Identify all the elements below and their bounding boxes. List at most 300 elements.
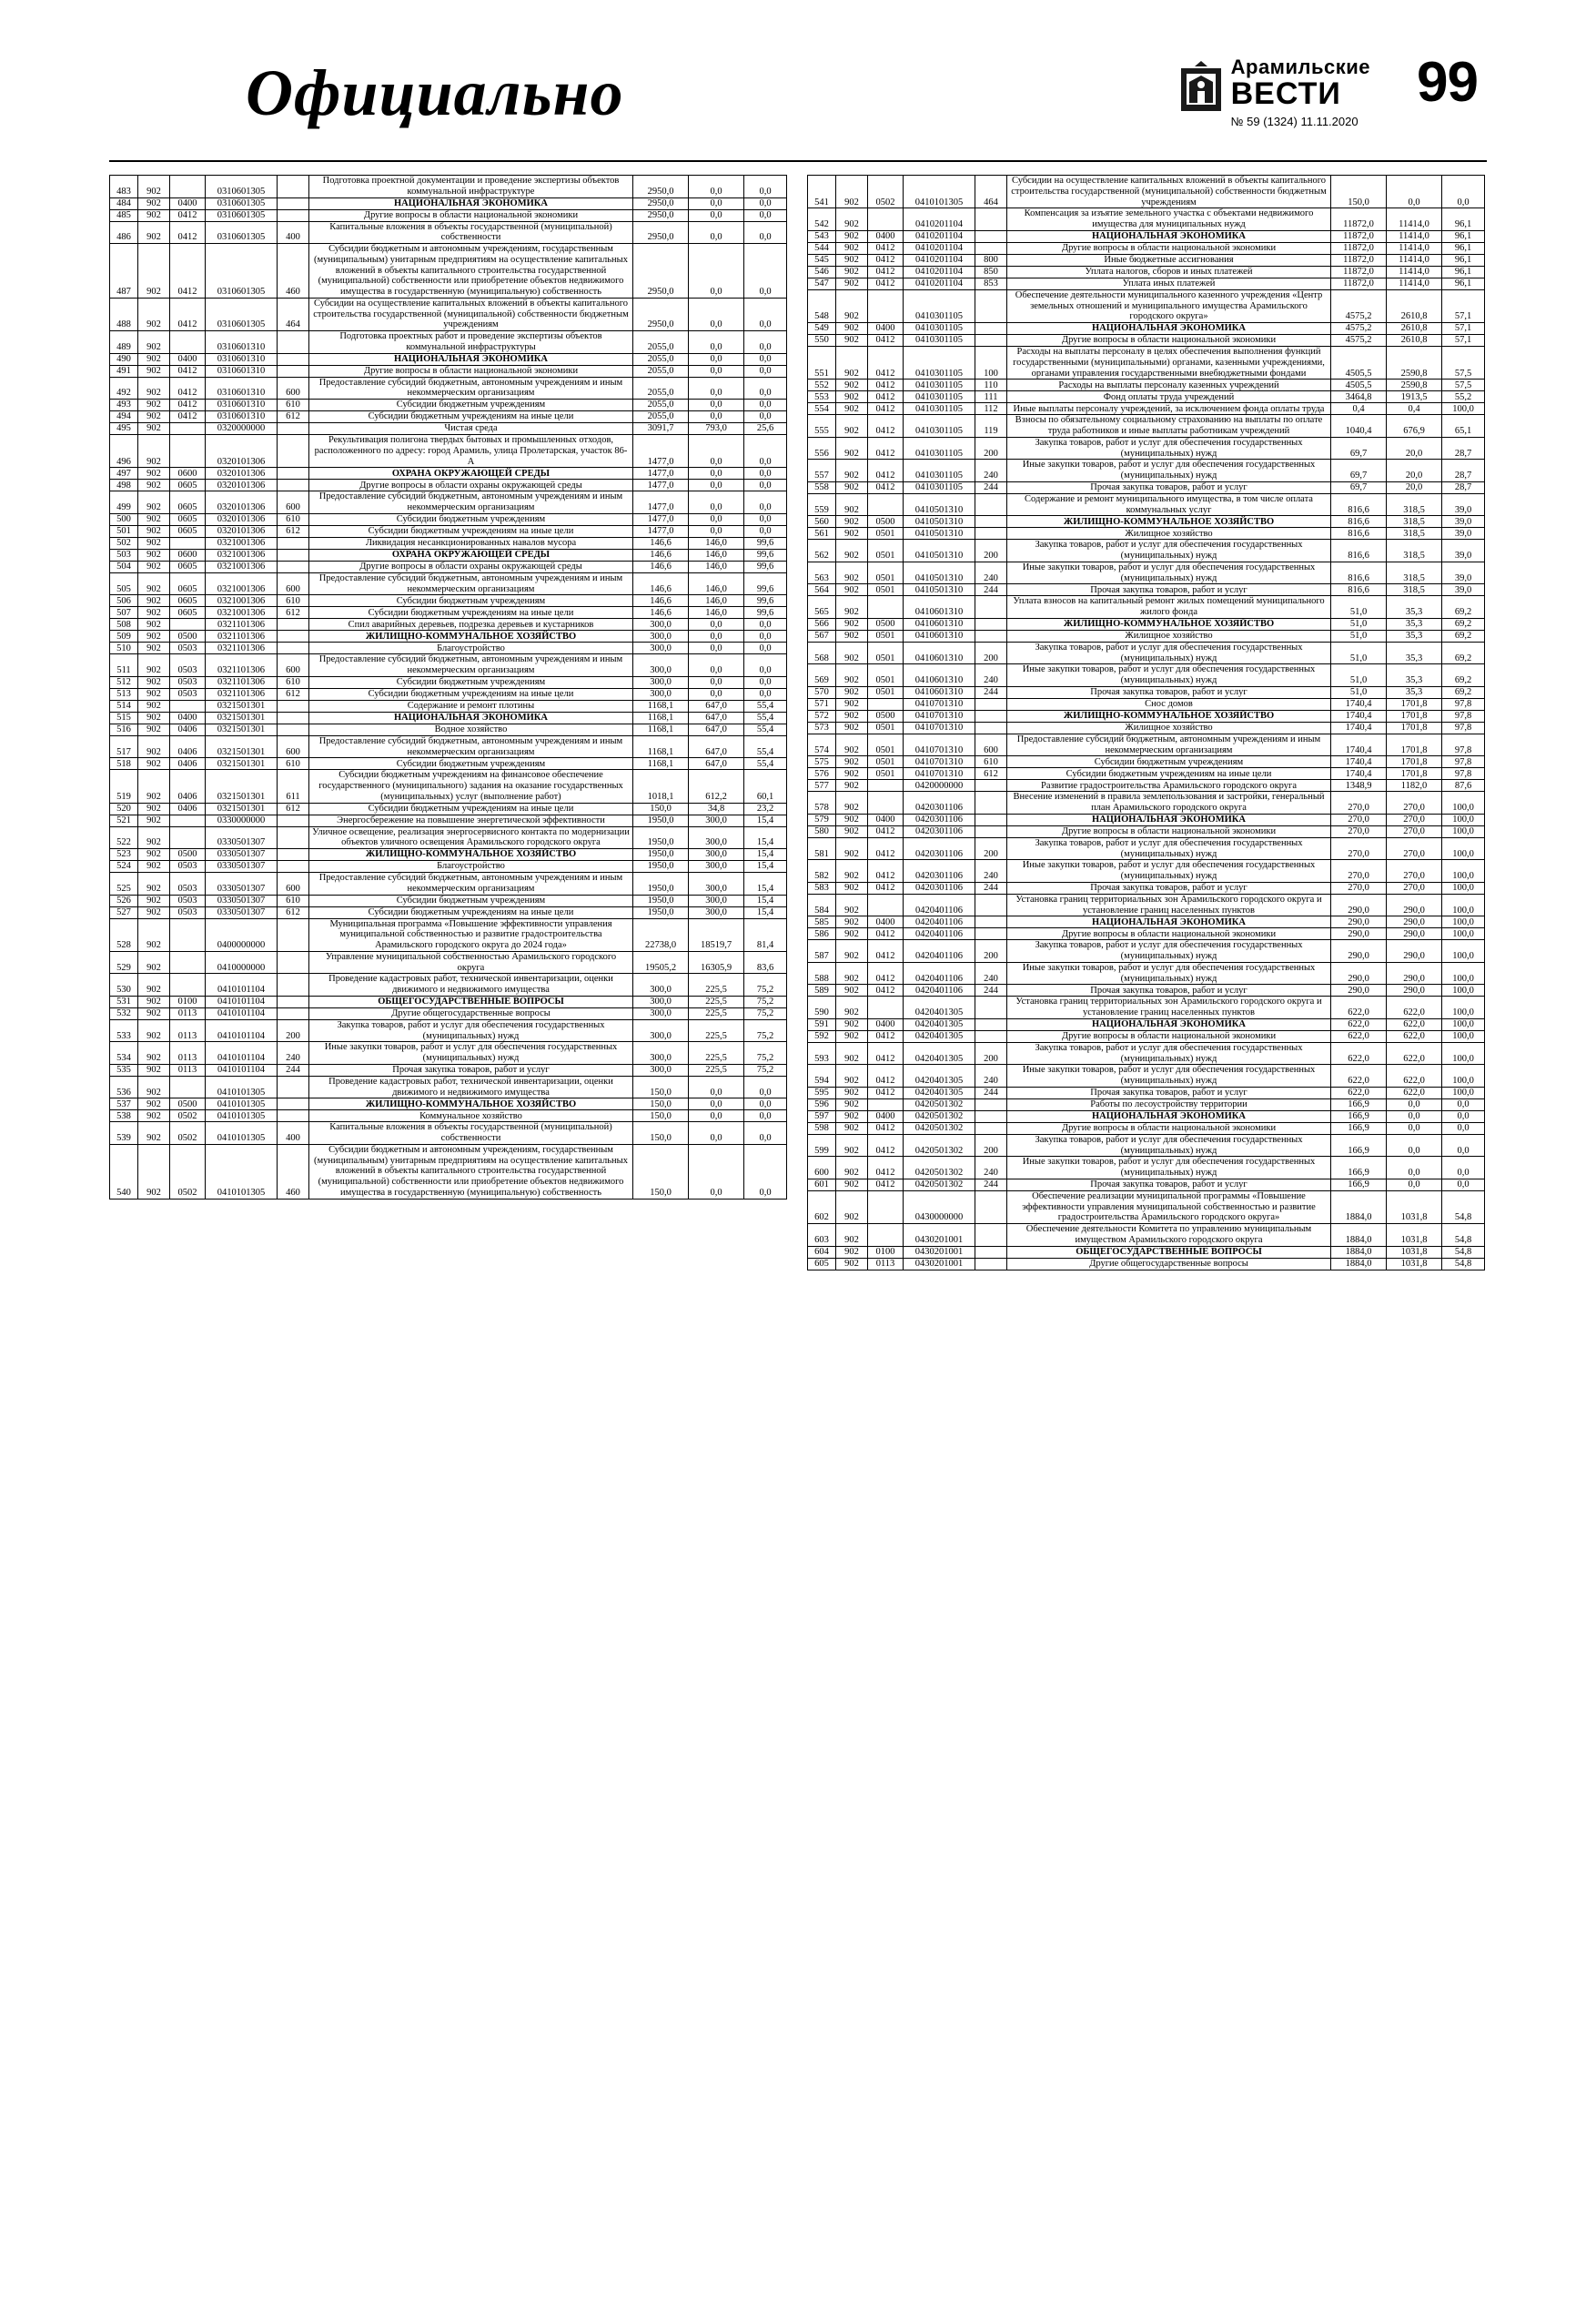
percent-executed: 39,0 <box>1442 516 1485 528</box>
razdel-code: 0412 <box>170 298 206 330</box>
razdel-code: 0113 <box>170 1019 206 1042</box>
target-article-code: 0410601310 <box>904 596 975 619</box>
target-article-code: 0321101306 <box>206 688 278 700</box>
row-number: 492 <box>110 377 138 400</box>
row-number: 590 <box>808 997 836 1019</box>
table-row <box>808 1110 1485 1122</box>
fact-amount: 2610,8 <box>1387 335 1442 347</box>
item-name: ЖИЛИЩНО-КОММУНАЛЬНОЕ ХОЗЯЙСТВО <box>1007 618 1331 630</box>
plan-amount: 270,0 <box>1331 814 1387 825</box>
razdel-code <box>170 700 206 712</box>
fact-amount: 16305,9 <box>689 951 744 974</box>
vedomstvo-code: 902 <box>836 722 868 734</box>
razdel-code: 0113 <box>170 1064 206 1076</box>
row-number: 576 <box>808 768 836 780</box>
target-article-code: 0420301106 <box>904 825 975 837</box>
expense-type-code <box>975 916 1007 928</box>
row-number: 602 <box>808 1190 836 1223</box>
vedomstvo-code: 902 <box>138 735 170 758</box>
target-article-code: 0410101104 <box>206 974 278 997</box>
row-number: 577 <box>808 780 836 792</box>
percent-executed: 69,2 <box>1442 596 1485 619</box>
percent-executed: 75,2 <box>744 1007 787 1019</box>
percent-executed: 97,8 <box>1442 722 1485 734</box>
razdel-code: 0501 <box>868 722 904 734</box>
plan-amount: 51,0 <box>1331 664 1387 687</box>
plan-amount: 270,0 <box>1331 882 1387 894</box>
row-number: 562 <box>808 540 836 562</box>
percent-executed: 69,2 <box>1442 618 1485 630</box>
expense-type-code <box>975 894 1007 916</box>
percent-executed: 100,0 <box>1442 940 1485 963</box>
item-name: Другие общегосударственные вопросы <box>309 1007 633 1019</box>
row-number: 593 <box>808 1042 836 1065</box>
fact-amount: 300,0 <box>689 895 744 906</box>
item-name: НАЦИОНАЛЬНАЯ ЭКОНОМИКА <box>1007 1018 1331 1030</box>
razdel-code: 0113 <box>170 1007 206 1019</box>
fact-amount: 1031,8 <box>1387 1258 1442 1270</box>
plan-amount: 622,0 <box>1331 997 1387 1019</box>
row-number: 518 <box>110 758 138 770</box>
razdel-code: 0412 <box>868 1179 904 1190</box>
razdel-code: 0605 <box>170 607 206 619</box>
target-article-code: 0420301106 <box>904 882 975 894</box>
razdel-code <box>170 537 206 549</box>
razdel-code: 0605 <box>170 491 206 514</box>
target-article-code: 0420401305 <box>904 1042 975 1065</box>
razdel-code <box>868 1190 904 1223</box>
row-number: 550 <box>808 335 836 347</box>
plan-amount: 69,7 <box>1331 437 1387 460</box>
target-article-code: 0410501310 <box>904 584 975 596</box>
expense-type-code: 200 <box>278 1019 309 1042</box>
crest-icon <box>1180 61 1222 112</box>
row-number: 503 <box>110 549 138 561</box>
percent-executed: 0,0 <box>744 435 787 468</box>
table-row <box>808 860 1485 883</box>
fact-amount: 0,0 <box>689 491 744 514</box>
row-number: 553 <box>808 391 836 403</box>
expense-type-code <box>278 365 309 377</box>
razdel-code: 0412 <box>868 837 904 860</box>
item-name: Работы по лесоустройству территории <box>1007 1098 1331 1110</box>
row-number: 504 <box>110 561 138 572</box>
expense-type-code <box>278 1098 309 1110</box>
item-name: Взносы по обязательному социальному страхованию на выплаты по оплате труда работников и иные выплаты работникам учреждений <box>1007 415 1331 438</box>
vedomstvo-code: 902 <box>138 688 170 700</box>
vedomstvo-code: 902 <box>138 468 170 480</box>
plan-amount: 2950,0 <box>633 221 689 244</box>
row-number: 567 <box>808 630 836 642</box>
razdel-code: 0412 <box>868 266 904 278</box>
plan-amount: 300,0 <box>633 974 689 997</box>
table-row <box>110 906 787 918</box>
plan-amount: 300,0 <box>633 654 689 677</box>
table-row <box>808 516 1485 528</box>
row-number: 585 <box>808 916 836 928</box>
item-name: Прочая закупка товаров, работ и услуг <box>1007 1179 1331 1190</box>
expense-type-code: 244 <box>975 1179 1007 1190</box>
plan-amount: 1950,0 <box>633 815 689 826</box>
plan-amount: 150,0 <box>633 1098 689 1110</box>
percent-executed: 100,0 <box>1442 1065 1485 1088</box>
plan-amount: 11872,0 <box>1331 254 1387 266</box>
vedomstvo-code: 902 <box>836 1110 868 1122</box>
item-name: Субсидии бюджетным учреждениям <box>309 676 633 688</box>
item-name: Субсидии бюджетным учреждениям на иные цели <box>309 688 633 700</box>
fact-amount: 1701,8 <box>1387 734 1442 756</box>
target-article-code: 0321501301 <box>206 770 278 803</box>
percent-executed: 25,6 <box>744 423 787 435</box>
plan-amount: 622,0 <box>1331 1042 1387 1065</box>
target-article-code: 0420401106 <box>904 928 975 940</box>
percent-executed: 100,0 <box>1442 814 1485 825</box>
fact-amount: 2590,8 <box>1387 380 1442 391</box>
expense-type-code: 200 <box>975 540 1007 562</box>
target-article-code: 0410701310 <box>904 756 975 768</box>
row-number: 499 <box>110 491 138 514</box>
razdel-code: 0412 <box>868 335 904 347</box>
plan-amount: 22738,0 <box>633 918 689 951</box>
target-article-code: 0410501310 <box>904 493 975 516</box>
row-number: 605 <box>808 1258 836 1270</box>
row-number: 558 <box>808 481 836 493</box>
fact-amount: 0,0 <box>689 631 744 643</box>
percent-executed: 0,0 <box>1442 1110 1485 1122</box>
row-number: 524 <box>110 861 138 873</box>
plan-amount: 4575,2 <box>1331 335 1387 347</box>
percent-executed: 0,0 <box>744 244 787 299</box>
fact-amount: 0,0 <box>689 676 744 688</box>
plan-amount: 4505,5 <box>1331 380 1387 391</box>
item-name: Рекультивация полигона твердых бытовых и промышленных отходов, расположенного по адресу: город Арамиль, улица Пролетарская, участок 86-А <box>309 435 633 468</box>
fact-amount: 290,0 <box>1387 962 1442 985</box>
row-number: 525 <box>110 873 138 896</box>
expense-type-code <box>975 997 1007 1019</box>
target-article-code: 0420301106 <box>904 860 975 883</box>
razdel-code: 0503 <box>170 873 206 896</box>
item-name: НАЦИОНАЛЬНАЯ ЭКОНОМИКА <box>1007 916 1331 928</box>
razdel-code: 0412 <box>868 882 904 894</box>
table-row <box>808 962 1485 985</box>
razdel-code: 0605 <box>170 561 206 572</box>
razdel-code: 0412 <box>868 403 904 415</box>
fact-amount: 622,0 <box>1387 1030 1442 1042</box>
fact-amount: 35,3 <box>1387 630 1442 642</box>
item-name: Иные выплаты персоналу учреждений, за исключением фонда оплаты труда <box>1007 403 1331 415</box>
table-row <box>110 423 787 435</box>
razdel-code: 0502 <box>170 1110 206 1122</box>
table-row <box>808 481 1485 493</box>
fact-amount: 300,0 <box>689 815 744 826</box>
row-number: 491 <box>110 365 138 377</box>
razdel-code <box>170 331 206 354</box>
table-row <box>110 513 787 525</box>
fact-amount: 0,0 <box>689 654 744 677</box>
fact-amount: 612,2 <box>689 770 744 803</box>
vedomstvo-code: 902 <box>836 380 868 391</box>
table-row <box>808 562 1485 584</box>
expense-type-code <box>278 435 309 468</box>
row-number: 599 <box>808 1134 836 1157</box>
percent-executed: 96,1 <box>1442 266 1485 278</box>
percent-executed: 15,4 <box>744 826 787 849</box>
table-row <box>110 712 787 724</box>
fact-amount: 146,0 <box>689 549 744 561</box>
row-number: 570 <box>808 686 836 698</box>
vedomstvo-code: 902 <box>836 860 868 883</box>
item-name: Спил аварийных деревьев, подрезка деревьев и кустарников <box>309 619 633 631</box>
plan-amount: 1477,0 <box>633 491 689 514</box>
item-name: Субсидии бюджетным учреждениям <box>309 400 633 411</box>
expense-type-code: 240 <box>975 664 1007 687</box>
plan-amount: 290,0 <box>1331 928 1387 940</box>
razdel-code: 0605 <box>170 525 206 537</box>
vedomstvo-code: 902 <box>138 815 170 826</box>
vedomstvo-code: 902 <box>138 631 170 643</box>
expense-type-code <box>278 423 309 435</box>
row-number: 552 <box>808 380 836 391</box>
item-name: Прочая закупка товаров, работ и услуг <box>1007 882 1331 894</box>
row-number: 515 <box>110 712 138 724</box>
razdel-code: 0503 <box>170 676 206 688</box>
percent-executed: 28,7 <box>1442 481 1485 493</box>
fact-amount: 35,3 <box>1387 664 1442 687</box>
table-row <box>808 1157 1485 1179</box>
row-number: 489 <box>110 331 138 354</box>
budget-table-right <box>807 175 1485 1270</box>
razdel-code <box>170 974 206 997</box>
vedomstvo-code: 902 <box>836 1134 868 1157</box>
item-name: Расходы на выплаты персоналу казенных учреждений <box>1007 380 1331 391</box>
target-article-code: 0410501310 <box>904 540 975 562</box>
newspaper-brand <box>1180 57 1370 127</box>
percent-executed: 96,1 <box>1442 208 1485 231</box>
fact-amount: 225,5 <box>689 996 744 1007</box>
fact-amount: 0,0 <box>689 513 744 525</box>
issue-info: № 59 (1324) 11.11.2020 <box>1230 115 1359 128</box>
row-number: 532 <box>110 1007 138 1019</box>
expense-type-code: 612 <box>975 768 1007 780</box>
expense-type-code <box>278 1007 309 1019</box>
fact-amount: 0,0 <box>689 176 744 198</box>
row-number: 512 <box>110 676 138 688</box>
target-article-code: 0410301105 <box>904 380 975 391</box>
row-number: 523 <box>110 849 138 861</box>
item-name: НАЦИОНАЛЬНАЯ ЭКОНОМИКА <box>1007 814 1331 825</box>
target-article-code: 0430201001 <box>904 1246 975 1258</box>
razdel-code: 0412 <box>868 380 904 391</box>
razdel-code: 0412 <box>170 209 206 221</box>
fact-amount: 11414,0 <box>1387 230 1442 242</box>
razdel-code <box>170 423 206 435</box>
expense-type-code: 200 <box>975 940 1007 963</box>
item-name: Жилищное хозяйство <box>1007 528 1331 540</box>
razdel-code: 0503 <box>170 861 206 873</box>
vedomstvo-code: 902 <box>138 209 170 221</box>
plan-amount: 290,0 <box>1331 985 1387 997</box>
percent-executed: 99,6 <box>744 537 787 549</box>
fact-amount: 0,0 <box>689 221 744 244</box>
percent-executed: 100,0 <box>1442 837 1485 860</box>
vedomstvo-code: 902 <box>836 176 868 208</box>
fact-amount: 0,4 <box>1387 403 1442 415</box>
row-number: 547 <box>808 278 836 289</box>
percent-executed: 15,4 <box>744 873 787 896</box>
expense-type-code: 610 <box>278 676 309 688</box>
fact-amount: 300,0 <box>689 849 744 861</box>
razdel-code <box>868 1098 904 1110</box>
percent-executed: 0,0 <box>1442 1134 1485 1157</box>
razdel-code: 0412 <box>170 365 206 377</box>
razdel-code: 0502 <box>170 1144 206 1199</box>
table-row <box>808 630 1485 642</box>
row-number: 514 <box>110 700 138 712</box>
plan-amount: 150,0 <box>633 1110 689 1122</box>
item-name: ЖИЛИЩНО-КОММУНАЛЬНОЕ ХОЗЯЙСТВО <box>309 1098 633 1110</box>
razdel-code: 0406 <box>170 724 206 735</box>
plan-amount: 1168,1 <box>633 712 689 724</box>
table-row <box>808 792 1485 815</box>
fact-amount: 0,0 <box>689 244 744 299</box>
item-name: Субсидии на осуществление капитальных вложений в объекты капитального строительства государственной (муниципальной) собственности бюджетным учреждениям <box>309 298 633 330</box>
item-name: Закупка товаров, работ и услуг для обеспечения государственных (муниципальных) нужд <box>309 1019 633 1042</box>
vedomstvo-code: 902 <box>836 493 868 516</box>
plan-amount: 1950,0 <box>633 826 689 849</box>
plan-amount: 11872,0 <box>1331 242 1387 254</box>
target-article-code: 0430201001 <box>904 1258 975 1270</box>
page-title: Официально <box>246 56 624 129</box>
table-row <box>808 756 1485 768</box>
row-number: 531 <box>110 996 138 1007</box>
table-row <box>110 331 787 354</box>
razdel-code: 0501 <box>868 584 904 596</box>
table-row <box>808 825 1485 837</box>
table-row <box>110 724 787 735</box>
vedomstvo-code: 902 <box>138 549 170 561</box>
plan-amount: 622,0 <box>1331 1065 1387 1088</box>
item-name: Другие вопросы в области национальной экономики <box>1007 928 1331 940</box>
fact-amount: 0,0 <box>689 353 744 365</box>
vedomstvo-code: 902 <box>138 298 170 330</box>
plan-amount: 622,0 <box>1331 1018 1387 1030</box>
item-name: Иные закупки товаров, работ и услуг для обеспечения государственных (муниципальных) нужд <box>1007 860 1331 883</box>
table-row <box>808 1122 1485 1134</box>
target-article-code: 0410101104 <box>206 1042 278 1065</box>
table-row <box>110 1064 787 1076</box>
expense-type-code <box>278 918 309 951</box>
fact-amount: 1031,8 <box>1387 1246 1442 1258</box>
vedomstvo-code: 902 <box>836 630 868 642</box>
target-article-code: 0320101306 <box>206 513 278 525</box>
razdel-code: 0412 <box>170 244 206 299</box>
table-row <box>808 289 1485 322</box>
expense-type-code: 600 <box>278 873 309 896</box>
row-number: 509 <box>110 631 138 643</box>
target-article-code: 0410501310 <box>904 516 975 528</box>
target-article-code: 0320101306 <box>206 491 278 514</box>
target-article-code: 0410701310 <box>904 768 975 780</box>
fact-amount: 0,0 <box>689 1144 744 1199</box>
table-row <box>110 197 787 209</box>
expense-type-code: 600 <box>278 735 309 758</box>
fact-amount: 1031,8 <box>1387 1190 1442 1223</box>
vedomstvo-code: 902 <box>836 1065 868 1088</box>
table-row <box>110 1122 787 1145</box>
table-row <box>110 951 787 974</box>
fact-amount: 225,5 <box>689 1007 744 1019</box>
razdel-code <box>868 596 904 619</box>
table-row <box>110 974 787 997</box>
target-article-code: 0410000000 <box>206 951 278 974</box>
row-number: 600 <box>808 1157 836 1179</box>
percent-executed: 87,6 <box>1442 780 1485 792</box>
item-name: Подготовка проектных работ и проведение экспертизы объектов коммунальной инфраструктуры <box>309 331 633 354</box>
target-article-code: 0420301106 <box>904 814 975 825</box>
table-row <box>808 1134 1485 1157</box>
vedomstvo-code: 902 <box>836 985 868 997</box>
item-name: Закупка товаров, работ и услуг для обеспечения государственных (муниципальных) нужд <box>1007 1134 1331 1157</box>
expense-type-code: 612 <box>278 607 309 619</box>
expense-type-code: 850 <box>975 266 1007 278</box>
plan-amount: 1168,1 <box>633 700 689 712</box>
vedomstvo-code: 902 <box>138 895 170 906</box>
razdel-code: 0412 <box>868 962 904 985</box>
target-article-code: 0410101104 <box>206 996 278 1007</box>
expense-type-code: 800 <box>975 254 1007 266</box>
plan-amount: 1018,1 <box>633 770 689 803</box>
vedomstvo-code: 902 <box>836 208 868 231</box>
vedomstvo-code: 902 <box>138 491 170 514</box>
item-name: НАЦИОНАЛЬНАЯ ЭКОНОМИКА <box>1007 323 1331 335</box>
razdel-code: 0503 <box>170 688 206 700</box>
razdel-code: 0406 <box>170 803 206 815</box>
item-name: Субсидии бюджетным учреждениям на финансовое обеспечение государственного (муниципального) задания на оказание государственных (муниципальных) услуг (выполнение работ) <box>309 770 633 803</box>
target-article-code: 0310601305 <box>206 298 278 330</box>
target-article-code: 0420401106 <box>904 962 975 985</box>
vedomstvo-code: 902 <box>836 664 868 687</box>
item-name: Благоустройство <box>309 643 633 654</box>
row-number: 534 <box>110 1042 138 1065</box>
item-name: Иные закупки товаров, работ и услуг для обеспечения государственных (муниципальных) нужд <box>309 1042 633 1065</box>
expense-type-code: 612 <box>278 803 309 815</box>
vedomstvo-code: 902 <box>138 561 170 572</box>
table-row <box>808 380 1485 391</box>
expense-type-code: 244 <box>975 985 1007 997</box>
item-name: Другие вопросы в области национальной экономики <box>1007 242 1331 254</box>
vedomstvo-code: 902 <box>836 278 868 289</box>
item-name: Прочая закупка товаров, работ и услуг <box>309 1064 633 1076</box>
plan-amount: 1168,1 <box>633 758 689 770</box>
razdel-code: 0406 <box>170 758 206 770</box>
table-row <box>808 837 1485 860</box>
fact-amount: 146,0 <box>689 595 744 607</box>
row-number: 586 <box>808 928 836 940</box>
table-row <box>110 1144 787 1199</box>
vedomstvo-code: 902 <box>138 1098 170 1110</box>
target-article-code: 0420501302 <box>904 1179 975 1190</box>
target-article-code: 0321501301 <box>206 803 278 815</box>
expense-type-code: 400 <box>278 221 309 244</box>
item-name: Обеспечение деятельности муниципального казенного учреждения «Центр земельных отношений и муниципального имущества Арамильского городского округа» <box>1007 289 1331 322</box>
row-number: 544 <box>808 242 836 254</box>
target-article-code: 0321001306 <box>206 537 278 549</box>
item-name: Другие вопросы в области национальной экономики <box>1007 1030 1331 1042</box>
plan-amount: 166,9 <box>1331 1179 1387 1190</box>
plan-amount: 69,7 <box>1331 460 1387 482</box>
razdel-code: 0501 <box>868 768 904 780</box>
plan-amount: 290,0 <box>1331 916 1387 928</box>
